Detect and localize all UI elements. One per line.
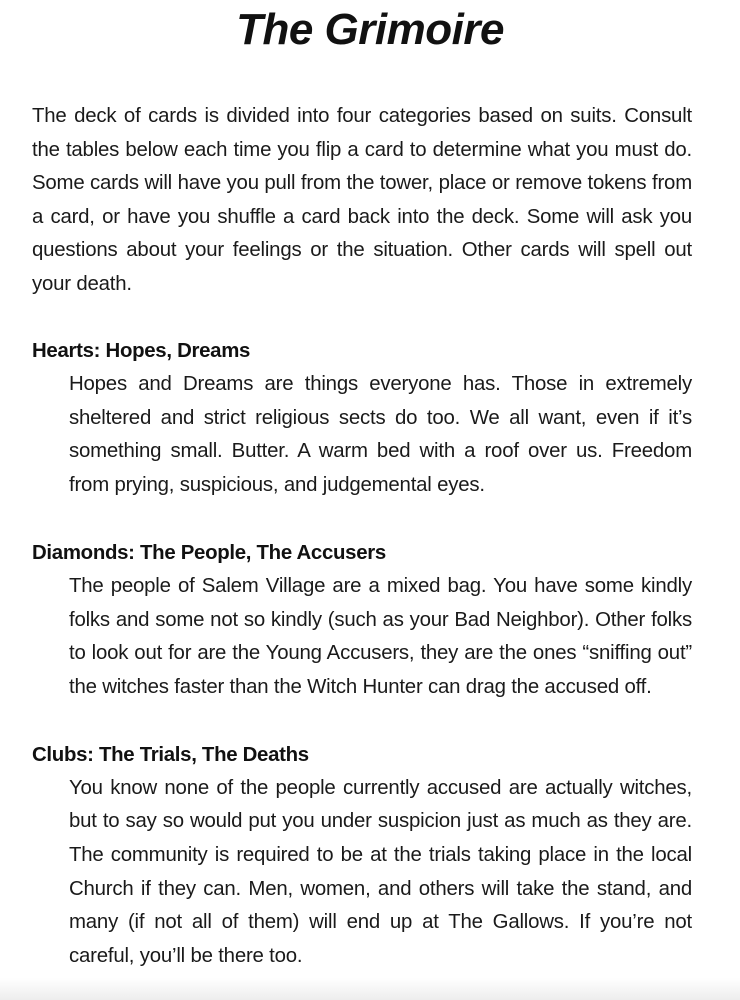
section-diamonds <box>0 536 740 705</box>
section-heading: Hearts: Hopes, Dreams <box>32 340 251 362</box>
section-body: You know none of the people currently accused are actually witches, but to say so would put you under suspicion just as much as they are. The community is required to be at the trials taking place in the local Church if they can. Men, women, and others will take the stand, and many (if not all of them) will end up at The Gallows. If you’re not careful, you’ll be there too. <box>69 776 692 968</box>
section-clubs <box>0 738 740 974</box>
section-hearts <box>0 334 740 503</box>
page-bottom-fade <box>0 978 740 1000</box>
section-heading: Diamonds: The People, The Accusers <box>32 541 386 564</box>
section-body: Hopes and Dreams are things everyone has. Those in extremely sheltered and strict religious sects do too. We all want, even if it’s something small. Butter. A warm bed with a roof over us. Freedom from prying, suspicious, and judgemental eyes. <box>69 373 692 497</box>
section-body: The people of Salem Village are a mixed bag. You have some kindly folks and some not so kindly (such as your Bad Neighbor). Other folks to look out for are the Young Accusers, they are the ones “sniffing out” the witches faster than the Witch Hunter can drag the accused off. <box>69 574 692 698</box>
section-heading: Clubs: The Trials, The Deaths <box>32 743 309 766</box>
page-title: The Grimoire <box>236 5 504 54</box>
intro-paragraph: The deck of cards is divided into four categories based on suits. Consult the tables below each time you flip a card to determine what you must do. Some cards will have you pull from the tower, place or remove tokens from a card, or have you shuffle a card back into the deck. Some will ask you questions about your feelings or the situation. Other cards will spell out your death. <box>32 105 692 295</box>
